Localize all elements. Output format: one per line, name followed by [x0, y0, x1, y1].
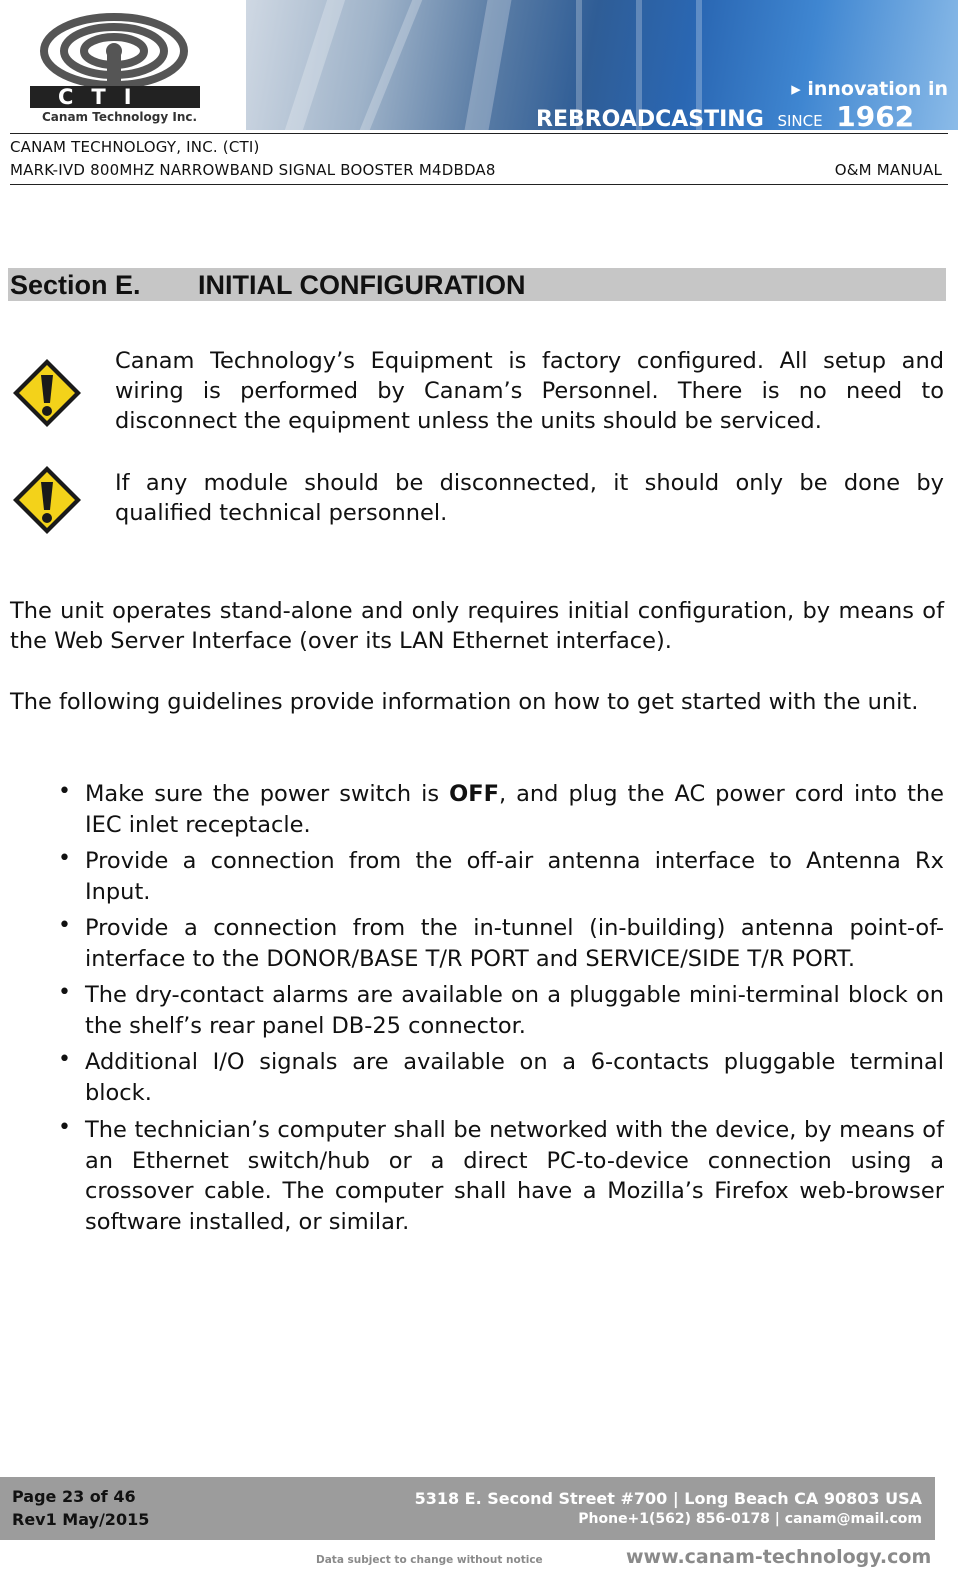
bullet-marker: •	[58, 980, 71, 1005]
bullet-item-power: Make sure the power switch is OFF, and plug the AC power cord into the IEC inlet receptacle.	[85, 781, 944, 838]
footer-bar	[0, 1477, 935, 1540]
page-number: Page 23 of 46	[12, 1487, 136, 1506]
bullet-marker: •	[58, 1115, 71, 1140]
bullet-marker: •	[58, 913, 71, 938]
warning-icon	[11, 464, 83, 536]
bullet-marker: •	[58, 779, 71, 804]
warning-text-2: If any module should be disconnected, it should only be done by qualified technical personnel.	[115, 470, 944, 526]
warning-icon	[11, 357, 83, 429]
footer-address: 5318 E. Second Street #700 | Long Beach CA 90803 USA	[414, 1489, 922, 1508]
bullet-item-antenna-rx: Provide a connection from the off-air antenna interface to Antenna Rx Input.	[85, 848, 944, 905]
header-rule-top	[10, 133, 948, 134]
section-title: INITIAL CONFIGURATION	[198, 270, 526, 300]
section-label: Section E.	[10, 270, 141, 300]
banner-year: 1962	[836, 100, 915, 130]
intro-paragraph: The unit operates stand-alone and only requires initial configuration, by means of the Web Server Interface (over its LAN Ethernet interface).	[10, 598, 944, 654]
document-title: MARK-IVD 800MHZ NARROWBAND SIGNAL BOOSTER M4DBDA8	[10, 161, 496, 179]
revision: Rev1 May/2015	[12, 1510, 150, 1529]
bullet-item-computer: The technician’s computer shall be networked with the device, by means of an Ethernet switch/hub or a direct PC-to-device connection using a crossover cable. The computer shall have a Mozilla’s Firefox web-browser software installed, or similar.	[85, 1117, 944, 1235]
document-type: O&M MANUAL	[834, 161, 942, 179]
warning-text-1: Canam Technology’s Equipment is factory configured. All setup and wiring is performed by Canam’s Personnel. There is no need to disconnect the equipment unless the units should be serviced.	[115, 348, 944, 434]
logo-wordmark: CTI	[58, 85, 150, 109]
banner-tagline: ▸ innovation in	[791, 78, 948, 100]
off-emphasis: OFF	[449, 781, 499, 807]
bullet-marker: •	[58, 1047, 71, 1072]
footer-website: www.canam-technology.com	[626, 1546, 932, 1568]
company-name: CANAM TECHNOLOGY, INC. (CTI)	[10, 138, 260, 156]
company-logo	[10, 6, 242, 130]
bullet-marker: •	[58, 846, 71, 871]
banner-rebroadcasting	[536, 100, 914, 130]
header-banner	[246, 0, 958, 130]
banner-since: SINCE	[777, 112, 823, 130]
bullet-item-tunnel-antenna: Provide a connection from the in-tunnel (in-building) antenna point-of-interface to the DONOR/BASE T/R PORT and SERVICE/SIDE T/R PORT.	[85, 915, 944, 972]
footer-disclaimer: Data subject to change without notice	[316, 1554, 543, 1566]
banner-word: REBROADCASTING	[536, 107, 764, 130]
guidelines-paragraph: The following guidelines provide information on how to get started with the unit.	[10, 689, 919, 715]
bullet-item-io-signals: Additional I/O signals are available on a 6-contacts pluggable terminal block.	[85, 1049, 944, 1106]
header-rule-bottom	[10, 184, 948, 185]
bullet-item-alarms: The dry-contact alarms are available on a pluggable mini-terminal block on the shelf’s rear panel DB-25 connector.	[85, 982, 944, 1039]
footer-contact: Phone+1(562) 856-0178 | canam@mail.com	[578, 1511, 922, 1527]
logo-subtitle: Canam Technology Inc.	[42, 110, 198, 124]
